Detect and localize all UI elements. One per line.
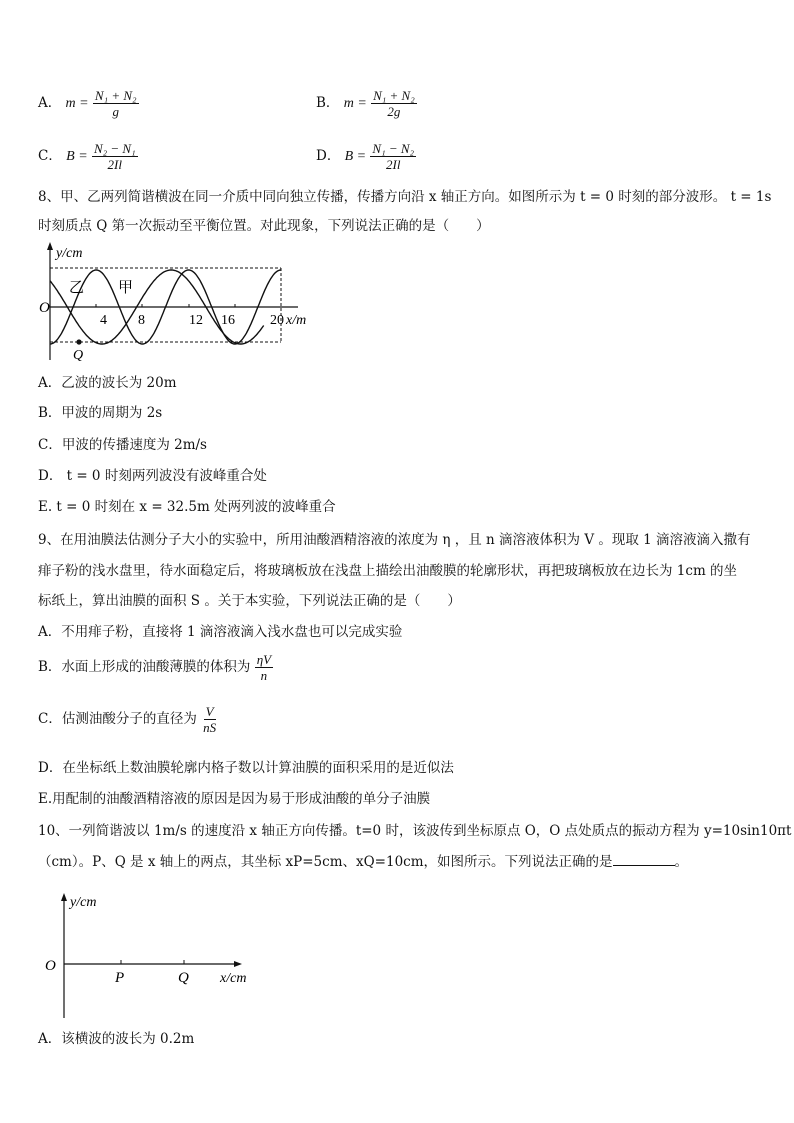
q9-stem-line3: 标纸上，算出油膜的面积 S 。关于本实验，下列说法正确的是（ ） (38, 593, 461, 609)
denominator: g (112, 104, 119, 119)
q9-option-b (38, 652, 273, 683)
denominator: n (260, 668, 268, 683)
q8-wave-figure (36, 240, 326, 365)
denominator: nS (203, 720, 217, 735)
q9-stem-line1: 9、在用油膜法估测分子大小的实验中，所用油酸酒精溶液的浓度为 η ，且 n 滴溶液体积为 V 。现取 1 滴溶液滴入撒有 (38, 532, 751, 548)
point-p-label: P (115, 970, 125, 986)
point-q (76, 339, 81, 344)
x-axis-label: x/cm (220, 971, 247, 986)
numerator: N₁ + N₂ (373, 88, 415, 103)
q8-option-c: C．甲波的传播速度为 2m/s (38, 437, 207, 453)
y-axis-label: y/cm (70, 895, 97, 910)
q9-option-d: D．在坐标纸上数油膜轮廓内格子数以计算油膜的面积采用的是近似法 (38, 760, 454, 776)
wave-jia-label: 甲 (118, 280, 134, 296)
denominator: 2g (387, 104, 401, 119)
fraction (255, 652, 273, 683)
equation-lhs: m = (65, 96, 89, 111)
q8-stem-line1: 8、甲、乙两列简谐横波在同一介质中同向独立传播，传播方向沿 x 轴正方向。如图所示为 t = 0 时刻的部分波形。 t = 1s (38, 189, 772, 205)
x-axis-arrow (234, 961, 242, 967)
q8-option-a: A．乙波的波长为 20m (38, 375, 177, 391)
tick-label-12: 12 (189, 313, 203, 328)
q10-option-a: A．该横波的波长为 0.2m (38, 1031, 195, 1047)
q8-option-b: B．甲波的周期为 2s (38, 405, 163, 421)
q7-option-c (38, 141, 138, 172)
point-q-label: Q (178, 970, 189, 986)
fraction (93, 88, 139, 119)
y-axis-label: y/cm (56, 246, 83, 261)
fraction (92, 141, 138, 172)
origin-label: O (39, 300, 50, 316)
origin-label: O (45, 958, 56, 974)
equation-lhs: B = (344, 149, 367, 164)
stem-text: （cm）。P、Q 是 x 轴上的两点，其坐标 xP=5cm、xQ=10cm，如图所示。下列说法正确的是 (38, 854, 613, 870)
numerator: N₁ + N₂ (94, 88, 137, 103)
q7-option-a (38, 88, 139, 119)
fraction (201, 704, 218, 735)
option-text: C．估测油酸分子的直径为 (38, 711, 197, 727)
numerator: V (205, 704, 214, 719)
q10-stem-line1: 10、一列简谐波以 1m/s 的速度沿 x 轴正方向传播。t=0 时，该波传到坐标原点 O，O 点处质点的振动方程为 y=10sin10πt (38, 823, 792, 839)
q10-stem-line2 (38, 853, 688, 871)
q9-option-e: E.用配制的油酸酒精溶液的原因是因为易于形成油酸的单分子油膜 (38, 791, 431, 807)
option-text: B．水面上形成的油酸薄膜的体积为 (38, 659, 251, 675)
q8-option-e: E. t = 0 时刻在 x = 32.5m 处两列波的波峰重合 (38, 499, 336, 515)
tick-label-16: 16 (221, 313, 235, 328)
q10-axes-figure (40, 890, 270, 1020)
wave-yi-label: 乙 (69, 280, 85, 296)
equation-lhs: B = (66, 149, 88, 164)
q8-option-d: D． t = 0 时刻两列波没有波峰重合处 (38, 468, 267, 484)
q7-option-b (316, 88, 417, 119)
q9-option-a: A．不用痱子粉，直接将 1 滴溶液滴入浅水盘也可以完成实验 (38, 624, 403, 640)
option-label: B． (316, 95, 340, 111)
denominator: 2Il (107, 157, 122, 172)
q8-stem-line2: 时刻质点 Q 第一次振动至平衡位置。对此现象，下列说法正确的是（ ） (38, 218, 490, 234)
answer-blank[interactable] (613, 853, 675, 866)
y-axis-arrow (47, 242, 53, 250)
numerator: ηV (256, 652, 272, 667)
point-q-label: Q (73, 348, 84, 363)
numerator: N₂ − N₁ (93, 141, 136, 156)
equation-lhs: m = (343, 96, 367, 111)
q9-option-c (38, 704, 218, 735)
tick-label-8: 8 (138, 313, 145, 328)
fraction (371, 88, 417, 119)
option-label: A． (38, 95, 62, 111)
stem-end: 。 (674, 854, 689, 870)
q7-option-d (316, 141, 416, 172)
y-axis-arrow (61, 893, 67, 901)
q9-stem-line2: 痱子粉的浅水盘里，待水面稳定后，将玻璃板放在浅盘上描绘出油酸膜的轮廓形状，再把玻璃板放在边长为 1cm 的坐 (38, 563, 738, 579)
tick-label-4: 4 (100, 313, 107, 328)
fraction (370, 141, 416, 172)
x-axis-label: x/m (286, 313, 307, 328)
option-label: D． (316, 148, 341, 164)
denominator: 2Il (386, 157, 401, 172)
numerator: N₁ − N₂ (372, 141, 415, 156)
option-label: C． (38, 148, 62, 164)
tick-label-20: 20 (270, 313, 284, 328)
